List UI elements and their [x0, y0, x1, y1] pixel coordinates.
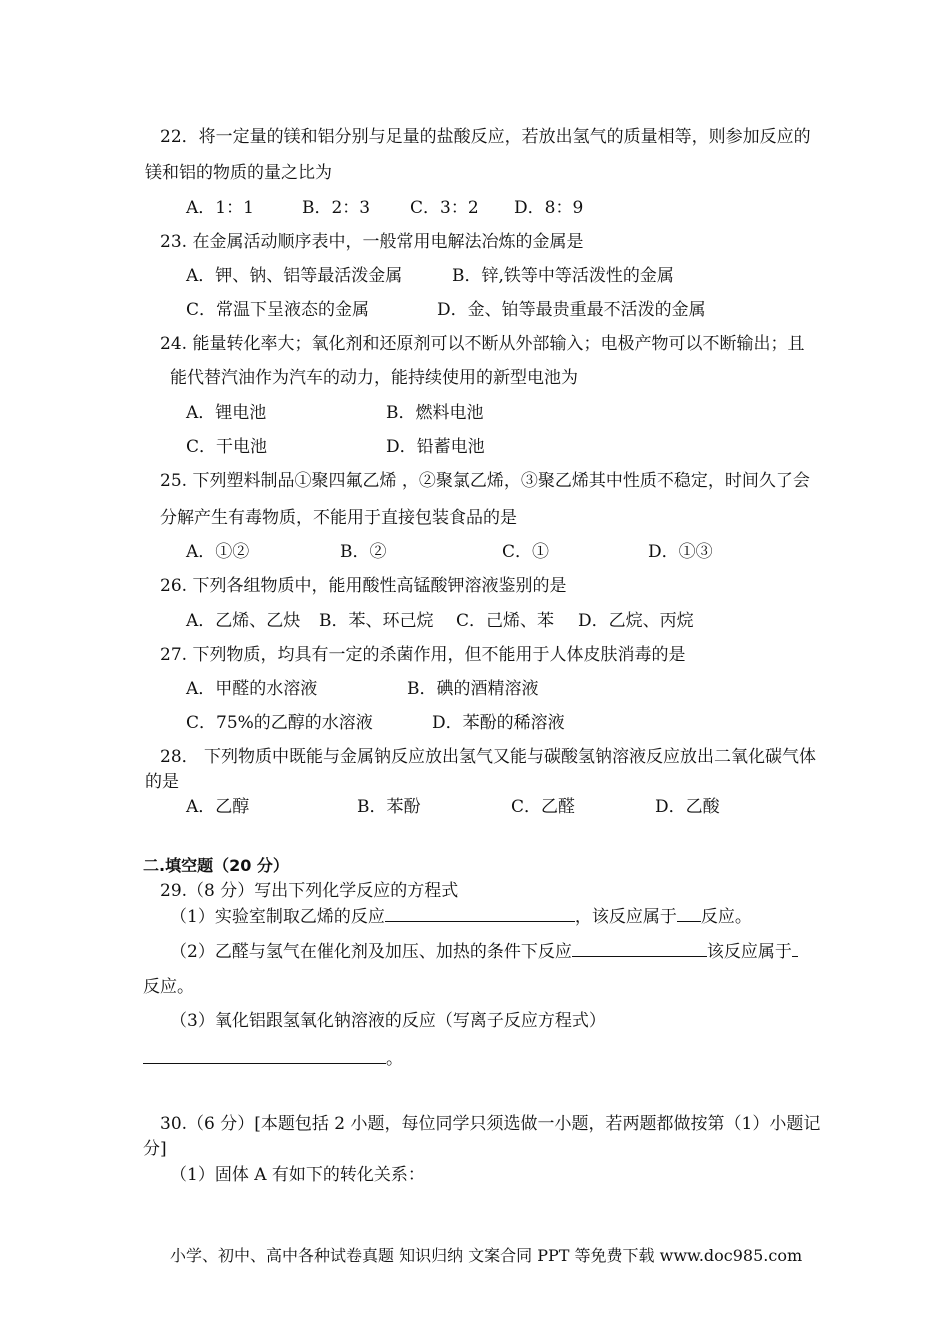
part-text: ，该反应属于: [574, 907, 677, 927]
question-stem-cont: 能代替汽油作为汽车的动力，能持续使用的新型电池为: [170, 368, 578, 388]
option-c: C．乙醛: [511, 797, 576, 817]
part-text: 。: [386, 1049, 403, 1069]
question-stem: 29.（8 分）写出下列化学反应的方程式: [160, 881, 459, 901]
option-b: B．燃料电池: [386, 403, 484, 423]
option-b: B．②: [340, 542, 387, 562]
question-stem-cont: 的是: [145, 772, 179, 792]
option-a: A．锂电池: [186, 403, 267, 423]
part-1: [170, 905, 752, 928]
question-stem: 25. 下列塑料制品①聚四氟乙烯 ，②聚氯乙烯，③聚乙烯其中性质不稳定，时间久了会: [160, 471, 810, 491]
option-b: B．2：3: [302, 198, 371, 218]
part-1: （1）固体 A 有如下的转化关系：: [170, 1165, 425, 1185]
option-a: A．1：1: [186, 198, 254, 218]
option-d: D．乙烷、丙烷: [578, 611, 694, 631]
option-a: A．①②: [186, 542, 250, 562]
answer-blank[interactable]: [677, 905, 701, 922]
option-a: A．钾、钠、铝等最活泼金属: [186, 266, 403, 286]
question-stem: 28． 下列物质中既能与金属钠反应放出氢气又能与碳酸氢钠溶液反应放出二氧化碳气体: [160, 747, 817, 767]
option-d: D．①③: [648, 542, 713, 562]
question-stem-cont: 镁和铝的物质的量之比为: [145, 163, 332, 183]
answer-blank[interactable]: [792, 940, 798, 957]
question-stem: 26. 下列各组物质中，能用酸性高锰酸钾溶液鉴别的是: [160, 576, 567, 596]
option-d: D．苯酚的稀溶液: [432, 713, 565, 733]
option-c: C．己烯、苯: [456, 611, 555, 631]
question-stem: 22．将一定量的镁和铝分别与足量的盐酸反应，若放出氢气的质量相等，则参加反应的: [160, 127, 811, 147]
part-text: 反应。: [700, 907, 752, 927]
option-b: B．苯酚: [357, 797, 421, 817]
option-b: B．锌,铁等中等活泼性的金属: [452, 266, 674, 286]
part-2: [170, 940, 798, 963]
option-c: C．3：2: [410, 198, 479, 218]
option-d: D．8：9: [514, 198, 584, 218]
option-c: C．①: [502, 542, 550, 562]
part-3-answer: [143, 1047, 403, 1070]
option-d: D．乙酸: [655, 797, 720, 817]
answer-blank[interactable]: [143, 1047, 386, 1064]
question-stem: 23. 在金属活动顺序表中，一般常用电解法冶炼的金属是: [160, 232, 584, 252]
option-c: C．75%的乙醇的水溶液: [186, 713, 373, 733]
option-c: C．常温下呈液态的金属: [186, 300, 370, 320]
question-stem: 24. 能量转化率大；氧化剂和还原剂可以不断从外部输入；电极产物可以不断输出；且: [160, 334, 805, 354]
footer-text: 小学、初中、高中各种试卷真题 知识归纳 文案合同 PPT 等免费下载 www.doc985.com: [170, 1246, 803, 1265]
part-3: （3）氧化铝跟氢氧化钠溶液的反应（写离子反应方程式）: [170, 1011, 606, 1031]
question-stem-cont: 分解产生有毒物质，不能用于直接包装食品的是: [160, 508, 517, 528]
section-heading: 二.填空题（20 分）: [143, 856, 289, 875]
option-d: D．金、铂等最贵重最不活泼的金属: [437, 300, 706, 320]
part-text: 该反应属于: [706, 942, 792, 962]
option-a: A．乙醇: [186, 797, 250, 817]
part-text: （1）实验室制取乙烯的反应: [170, 907, 385, 927]
part-2-cont: 反应。: [143, 977, 194, 997]
option-b: B．碘的酒精溶液: [407, 679, 539, 699]
answer-blank[interactable]: [572, 940, 707, 957]
option-c: C．干电池: [186, 437, 268, 457]
option-a: A．甲醛的水溶液: [186, 679, 318, 699]
option-d: D．铅蓄电池: [386, 437, 485, 457]
option-a: A．乙烯、乙炔: [186, 611, 301, 631]
part-text: （2）乙醛与氢气在催化剂及加压、加热的条件下反应: [170, 942, 572, 962]
question-stem: 27. 下列物质，均具有一定的杀菌作用，但不能用于人体皮肤消毒的是: [160, 645, 686, 665]
answer-blank[interactable]: [385, 905, 575, 922]
option-b: B．苯、环己烷: [319, 611, 434, 631]
question-stem: 30.（6 分）[本题包括 2 小题，每位同学只须选做一小题，若两题都做按第（1）小题记: [160, 1114, 821, 1134]
question-stem-cont: 分]: [143, 1139, 167, 1159]
